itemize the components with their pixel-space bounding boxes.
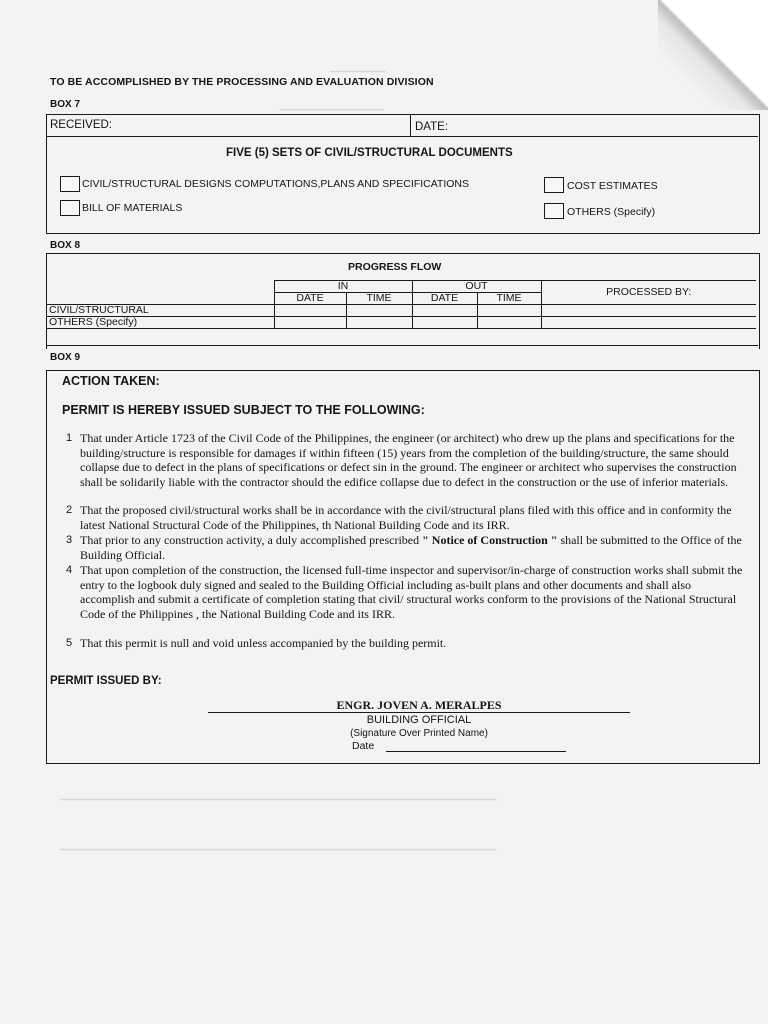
civil-out-time-cell[interactable] <box>477 305 541 317</box>
date-signature-label: Date <box>352 740 375 752</box>
condition-text-part: That prior to any construction activity, a duly accomplished prescribed <box>80 533 423 547</box>
sets-title: FIVE (5) SETS OF CIVIL/STRUCTURAL DOCUMENTS <box>226 147 513 159</box>
condition-1 <box>66 431 746 489</box>
row-label-others: OTHERS (Specify) <box>46 317 274 329</box>
condition-4 <box>66 563 746 621</box>
out-date-header: DATE <box>412 293 477 305</box>
others-processed-by-cell[interactable] <box>541 317 756 329</box>
condition-2 <box>66 503 746 532</box>
civil-out-date-cell[interactable] <box>412 305 477 317</box>
official-title: BUILDING OFFICIAL <box>366 714 472 726</box>
table-row <box>46 305 756 317</box>
bleed-through-text: ▁▁▁▁▁▁▁▁ <box>330 62 386 72</box>
date-field[interactable] <box>455 119 745 134</box>
box7-divider <box>46 136 758 137</box>
others-in-time-cell[interactable] <box>346 317 412 329</box>
box8-bottom-line <box>46 345 758 346</box>
processed-by-header: PROCESSED BY: <box>541 281 756 305</box>
condition-text: That this permit is null and void unless accompanied by the building permit. <box>80 636 447 650</box>
received-field[interactable] <box>128 119 398 134</box>
page-corner-curl <box>658 0 768 110</box>
condition-text <box>80 533 746 562</box>
others-out-time-cell[interactable] <box>477 317 541 329</box>
condition-text-part: shall be submitted to the Office of the Building Official. <box>80 533 742 562</box>
received-label: RECEIVED: <box>50 119 112 131</box>
row-label-civil-structural: CIVIL/STRUCTURAL <box>46 305 274 317</box>
bill-of-materials-checkbox[interactable] <box>60 200 80 216</box>
out-time-header: TIME <box>477 293 541 305</box>
bleed-through-text: ▁▁▁▁▁▁▁▁▁▁▁▁▁▁▁▁▁▁▁▁▁▁▁▁▁▁▁▁▁▁▁▁▁▁▁▁▁▁▁▁▁▁▁▁▁▁▁▁▁▁▁▁▁▁▁▁▁▁▁▁▁▁▁ <box>60 790 497 800</box>
others-specify-checkbox[interactable] <box>544 203 564 219</box>
signature-note: (Signature Over Printed Name) <box>350 728 488 739</box>
condition-text: That the proposed civil/structural works shall be in accordance with the civil/structural plans filed with this office and in conformity the latest National Structural Code of the Philippines, th National Building Code and its IRR. <box>80 503 732 532</box>
bleed-through-text: ▁▁▁▁▁▁▁▁▁▁▁▁▁▁▁▁▁▁▁▁▁▁▁▁▁▁▁▁▁▁▁▁▁▁▁▁▁▁▁▁▁▁▁▁▁▁▁▁▁▁▁▁▁▁▁▁▁▁▁▁▁▁▁ <box>60 840 497 850</box>
box7-mid-divider <box>410 114 411 136</box>
form-header: TO BE ACCOMPLISHED BY THE PROCESSING AND EVALUATION DIVISION <box>50 76 434 88</box>
permit-issued-by-label: PERMIT ISSUED BY: <box>50 675 162 687</box>
progress-flow-table <box>46 280 756 329</box>
cost-estimates-label: COST ESTIMATES <box>567 180 658 192</box>
condition-number: 3 <box>66 534 73 546</box>
permit-conditions-heading: PERMIT IS HEREBY ISSUED SUBJECT TO THE FOLLOWING: <box>62 403 425 417</box>
civil-structural-designs-checkbox[interactable] <box>60 176 80 192</box>
others-specify-label: OTHERS (Specify) <box>567 206 656 218</box>
official-name: ENGR. JOVEN A. MERALPES <box>336 698 502 712</box>
civil-structural-designs-label: CIVIL/STRUCTURAL DESIGNS COMPUTATIONS,PLANS AND SPECIFICATIONS <box>82 178 470 190</box>
in-date-header: DATE <box>274 293 346 305</box>
box8-label: BOX 8 <box>50 240 81 251</box>
cost-estimates-checkbox[interactable] <box>544 177 564 193</box>
civil-in-date-cell[interactable] <box>274 305 346 317</box>
box7-label: BOX 7 <box>50 99 81 110</box>
action-taken-label: ACTION TAKEN: <box>62 374 160 388</box>
civil-processed-by-cell[interactable] <box>541 305 756 317</box>
condition-text: That upon completion of the construction, the licensed full-time inspector and supervisor/in-charge of construction works shall submit the entry to the logbook duly signed and sealed to the Building Official including as-built plans and other documents and shall also accomplish and submit a certificate of completion stating that civil/ structural works conform to the provisions of the National Structural Code of the Philippines , the National Building Code and its IRR. <box>80 563 743 621</box>
condition-number: 5 <box>66 637 73 649</box>
condition-5 <box>66 636 746 651</box>
progress-flow-title: PROGRESS FLOW <box>348 261 442 273</box>
date-signature-line[interactable] <box>386 751 566 752</box>
out-header: OUT <box>412 281 541 293</box>
condition-3 <box>66 533 746 562</box>
condition-number: 2 <box>66 504 73 516</box>
progress-flow-blank-header <box>46 281 274 305</box>
bill-of-materials-label: BILL OF MATERIALS <box>82 202 183 214</box>
condition-number: 4 <box>66 564 73 576</box>
box9-label: BOX 9 <box>50 352 81 363</box>
signature-line <box>208 712 630 713</box>
in-header: IN <box>274 281 412 293</box>
date-label: DATE: <box>415 121 449 133</box>
notice-of-construction-text: " Notice of Construction " <box>422 533 558 547</box>
condition-text: That under Article 1723 of the Civil Code of the Philippines, the engineer (or architect) who drew up the plans and specifications for the building/structure is responsible for damages if within fifteen (15) years from the completion of the building/structure, the same should collapse due to defect in the plans of specifications or defect sin in the ground. The engineer or architect who supervises the construction shall be solidarily liable with the contractor should the edifice collapse due to defect in the construction or the use of inferior materials. <box>80 431 737 489</box>
bleed-through-text: ▁▁▁▁▁▁▁▁▁▁▁▁▁▁▁ <box>280 100 384 110</box>
others-out-date-cell[interactable] <box>412 317 477 329</box>
others-in-date-cell[interactable] <box>274 317 346 329</box>
table-row <box>46 317 756 329</box>
in-time-header: TIME <box>346 293 412 305</box>
civil-in-time-cell[interactable] <box>346 305 412 317</box>
condition-number: 1 <box>66 432 73 444</box>
